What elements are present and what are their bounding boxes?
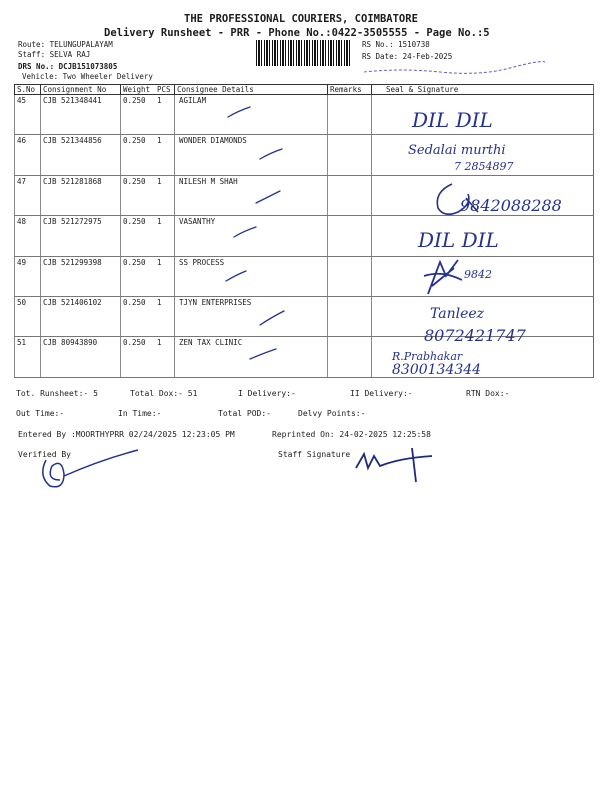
row-remarks <box>328 337 372 377</box>
row-pcs: 1 <box>155 95 175 135</box>
col-sno: S.No <box>15 85 41 95</box>
signature-50-phone: 8072421747 <box>424 326 526 345</box>
row-weight: 0.250 <box>121 135 156 175</box>
row-consignee: TJYN ENTERPRISES <box>175 296 328 336</box>
staff-signature <box>350 442 440 486</box>
row-remarks <box>328 175 372 215</box>
total-pod: Total POD:- <box>218 409 271 418</box>
drs-number: DRS No.: DCJB151073805 <box>18 62 118 71</box>
row-consignment: CJB 521406102 <box>41 296 121 336</box>
i-delivery: I Delivery:- <box>238 389 296 398</box>
reprinted-on: Reprinted On: 24-02-2025 12:25:58 <box>272 430 431 439</box>
row-consignee: ZEN TAX CLINIC <box>175 337 328 377</box>
row-consignee: VASANTHY <box>175 216 328 256</box>
signature-48: DIL DIL <box>418 228 499 252</box>
row-sno: 47 <box>15 175 41 215</box>
out-time: Out Time:- <box>16 409 65 418</box>
signature-51-phone: 8300134344 <box>392 362 482 378</box>
row-consignment: CJB 521272975 <box>41 216 121 256</box>
staff-signature-label: Staff Signature <box>278 450 351 459</box>
col-consignment: Consignment No <box>41 85 121 95</box>
rs-date: RS Date: 24-Feb-2025 <box>362 52 453 61</box>
row-pcs: 1 <box>155 296 175 336</box>
signature-46-phone: 7 2854897 <box>454 160 514 173</box>
tot-runsheet: Tot. Runsheet:- 5 <box>16 389 98 398</box>
row-consignee: WONDER DIAMONDS <box>175 135 328 175</box>
row-weight: 0.250 <box>121 256 156 296</box>
signature-49-phone: 9842 <box>464 268 492 281</box>
row-consignment: CJB 521281868 <box>41 175 121 215</box>
row-weight: 0.250 <box>121 296 156 336</box>
row-remarks <box>328 135 372 175</box>
table-row <box>15 95 594 135</box>
company-name: THE PROFESSIONAL COURIERS, COIMBATORE <box>184 13 418 25</box>
row-consignment: CJB 80943890 <box>41 337 121 377</box>
row-weight: 0.250 <box>121 337 156 377</box>
col-weight: Weight <box>121 85 156 95</box>
col-remarks: Remarks <box>328 85 372 95</box>
table-row <box>15 216 594 256</box>
rs-number: RS No.: 1510738 <box>362 40 430 49</box>
signature-50-name: Tanleez <box>430 306 485 322</box>
col-consignee: Consignee Details <box>175 85 328 95</box>
table-row <box>15 256 594 296</box>
route-label: Route: TELUNGUPALAYAM <box>18 40 113 49</box>
staff-label: Staff: SELVA RAJ <box>18 50 91 59</box>
row-sno: 49 <box>15 256 41 296</box>
row-remarks <box>328 95 372 135</box>
row-consignee: AGILAM <box>175 95 328 135</box>
row-sno: 48 <box>15 216 41 256</box>
row-sno: 51 <box>15 337 41 377</box>
ii-delivery: II Delivery:- <box>350 389 413 398</box>
row-pcs: 1 <box>155 337 175 377</box>
vehicle-label: Vehicle: Two Wheeler Delivery <box>22 72 153 81</box>
row-remarks <box>328 256 372 296</box>
row-consignment: CJB 521299398 <box>41 256 121 296</box>
entered-by: Entered By :MOORTHYPRR 02/24/2025 12:23:05 PM <box>18 430 235 439</box>
row-consignment: CJB 521348441 <box>41 95 121 135</box>
signature-46-name: Sedalai murthi <box>408 143 506 158</box>
signature-47-phone: 9842088288 <box>460 196 562 215</box>
in-time: In Time:- <box>118 409 162 418</box>
row-sno: 45 <box>15 95 41 135</box>
row-consignee: NILESH M SHAH <box>175 175 328 215</box>
rtn-dox: RTN Dox:- <box>466 389 510 398</box>
row-pcs: 1 <box>155 175 175 215</box>
barcode <box>256 40 352 66</box>
signature-51-name: R.Prabhakar <box>392 350 463 363</box>
row-sno: 46 <box>15 135 41 175</box>
signature-45: DIL DIL <box>412 108 493 132</box>
row-weight: 0.250 <box>121 175 156 215</box>
row-weight: 0.250 <box>121 95 156 135</box>
runsheet-subtitle: Delivery Runsheet - PRR - Phone No.:0422-3505555 - Page No.:5 <box>104 27 490 39</box>
col-seal: Seal & Signature <box>372 85 594 95</box>
verified-by-label: Verified By <box>18 450 71 459</box>
row-consignment: CJB 521344856 <box>41 135 121 175</box>
row-remarks <box>328 216 372 256</box>
row-remarks <box>328 296 372 336</box>
col-pcs: PCS <box>155 85 175 95</box>
row-consignee: SS PROCESS <box>175 256 328 296</box>
delvy-points: Delvy Points:- <box>298 409 366 418</box>
row-pcs: 1 <box>155 135 175 175</box>
row-sno: 50 <box>15 296 41 336</box>
header-scribble <box>360 58 550 78</box>
row-pcs: 1 <box>155 216 175 256</box>
row-weight: 0.250 <box>121 216 156 256</box>
row-pcs: 1 <box>155 256 175 296</box>
total-dox: Total Dox:- 51 <box>130 389 198 398</box>
